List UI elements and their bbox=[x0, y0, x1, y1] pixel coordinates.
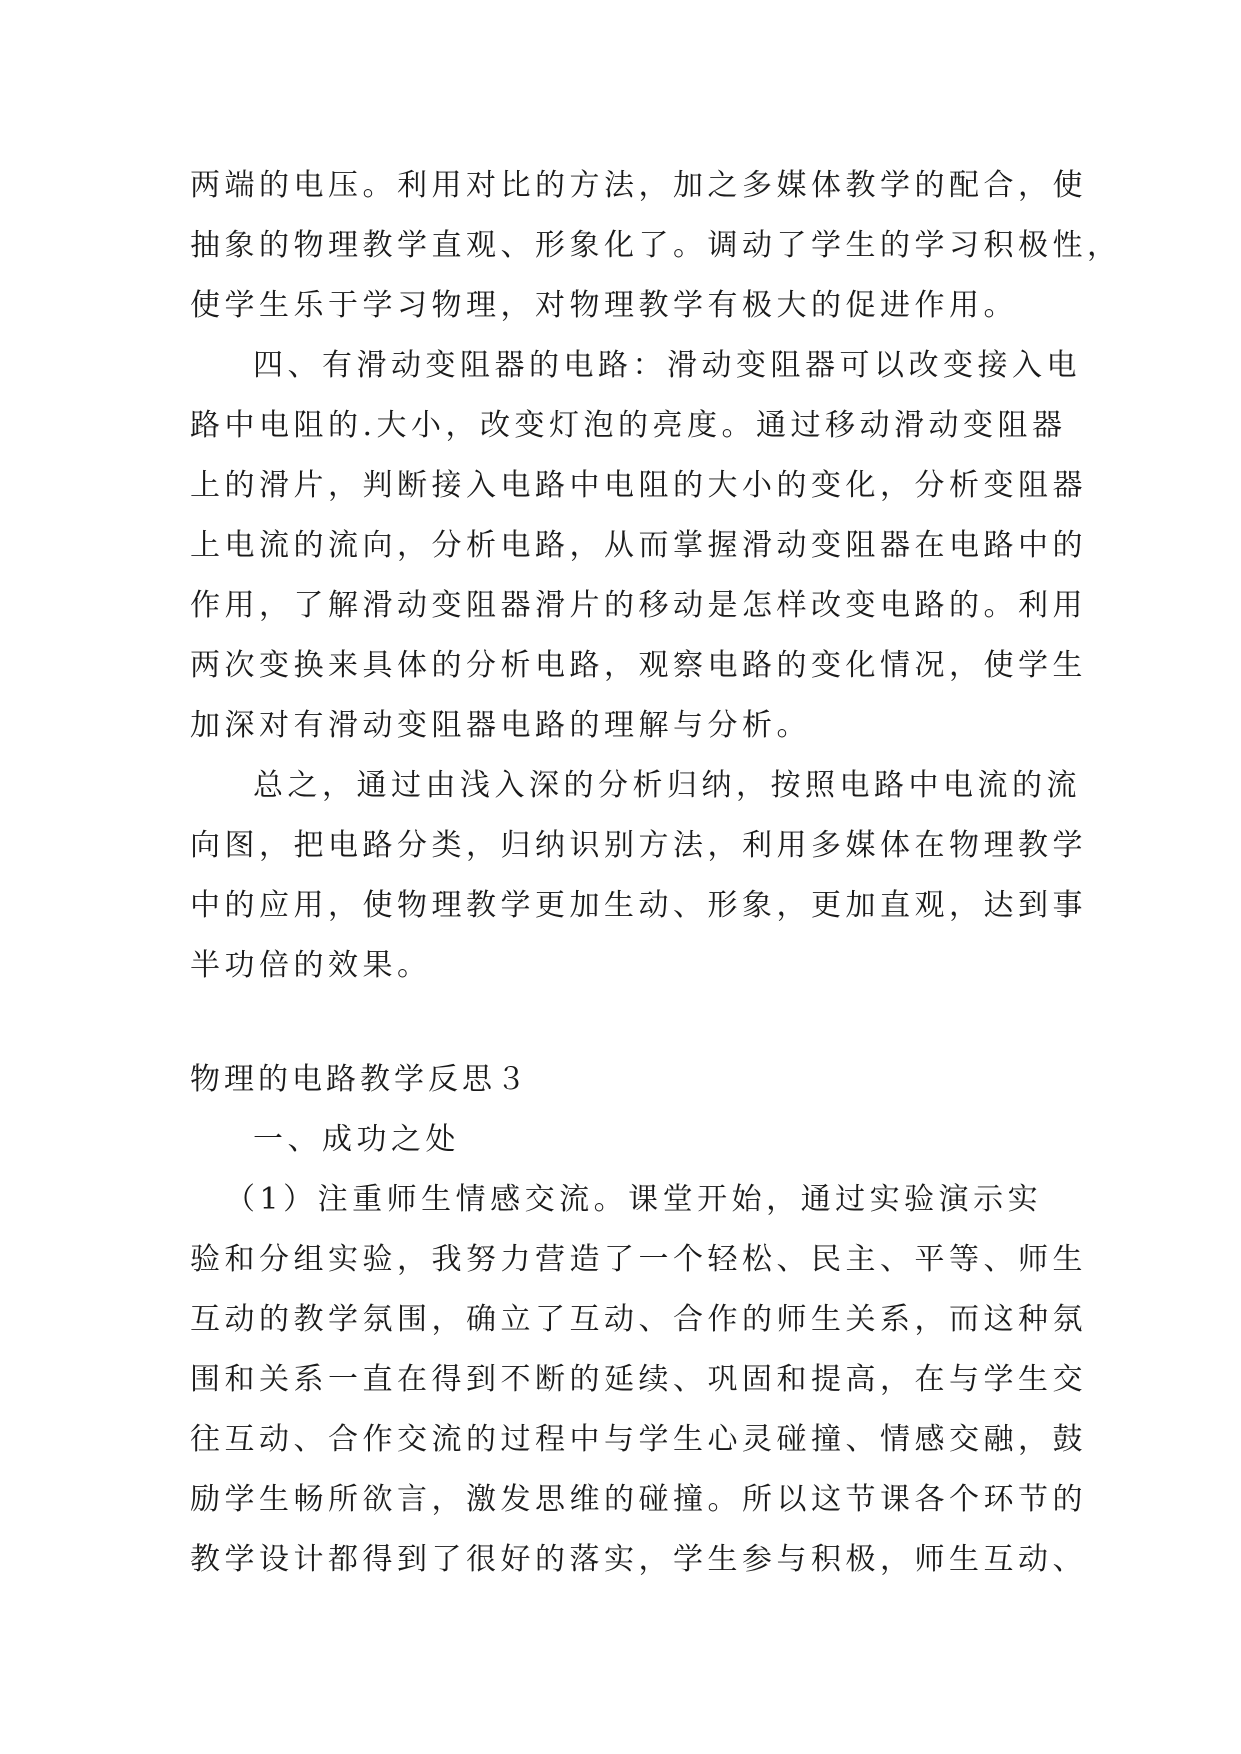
paragraph-line: （1）注重师生情感交流。课堂开始，通过实验演示实 bbox=[225, 1182, 1043, 1217]
paragraph-line: 路中电阻的.大小，改变灯泡的亮度。通过移动滑动变阻器 bbox=[190, 408, 1067, 443]
paragraph-line: 半功倍的效果。 bbox=[190, 948, 432, 983]
paragraph-line: 作用，了解滑动变阻器滑片的移动是怎样改变电路的。利用 bbox=[190, 588, 1087, 623]
paragraph-line: 使学生乐于学习物理，对物理教学有极大的促进作用。 bbox=[190, 288, 1018, 323]
paragraph-line: 两次变换来具体的分析电路，观察电路的变化情况，使学生 bbox=[190, 648, 1087, 683]
paragraph-line: 验和分组实验，我努力营造了一个轻松、民主、平等、师生 bbox=[190, 1242, 1087, 1277]
paragraph-line: 上的滑片，判断接入电路中电阻的大小的变化，分析变阻器 bbox=[190, 468, 1087, 503]
paragraph-line: 总之，通过由浅入深的分析归纳，按照电路中电流的流 bbox=[253, 768, 1081, 803]
paragraph-line: 加深对有滑动变阻器电路的理解与分析。 bbox=[190, 708, 811, 743]
section-title: 物理的电路教学反思３ bbox=[190, 1062, 530, 1097]
paragraph-line: 教学设计都得到了很好的落实，学生参与积极，师生互动、 bbox=[190, 1542, 1087, 1577]
paragraph-line: 中的应用，使物理教学更加生动、形象，更加直观，达到事 bbox=[190, 888, 1087, 923]
paragraph-line: 抽象的物理教学直观、形象化了。调动了学生的学习积极性， bbox=[190, 228, 1122, 263]
paragraph-line: 围和关系一直在得到不断的延续、巩固和提高，在与学生交 bbox=[190, 1362, 1087, 1397]
subsection-heading: 一、成功之处 bbox=[253, 1122, 460, 1157]
paragraph-line: 往互动、合作交流的过程中与学生心灵碰撞、情感交融，鼓 bbox=[190, 1422, 1087, 1457]
paragraph-line: 两端的电压。利用对比的方法，加之多媒体教学的配合，使 bbox=[190, 168, 1087, 203]
paragraph-line: 向图，把电路分类，归纳识别方法，利用多媒体在物理教学 bbox=[190, 828, 1087, 863]
paragraph-line: 互动的教学氛围，确立了互动、合作的师生关系，而这种氛 bbox=[190, 1302, 1087, 1337]
paragraph-line: 上电流的流向，分析电路，从而掌握滑动变阻器在电路中的 bbox=[190, 528, 1087, 563]
paragraph-line: 四、有滑动变阻器的电路：滑动变阻器可以改变接入电 bbox=[253, 348, 1081, 383]
paragraph-line: 励学生畅所欲言，激发思维的碰撞。所以这节课各个环节的 bbox=[190, 1482, 1087, 1517]
